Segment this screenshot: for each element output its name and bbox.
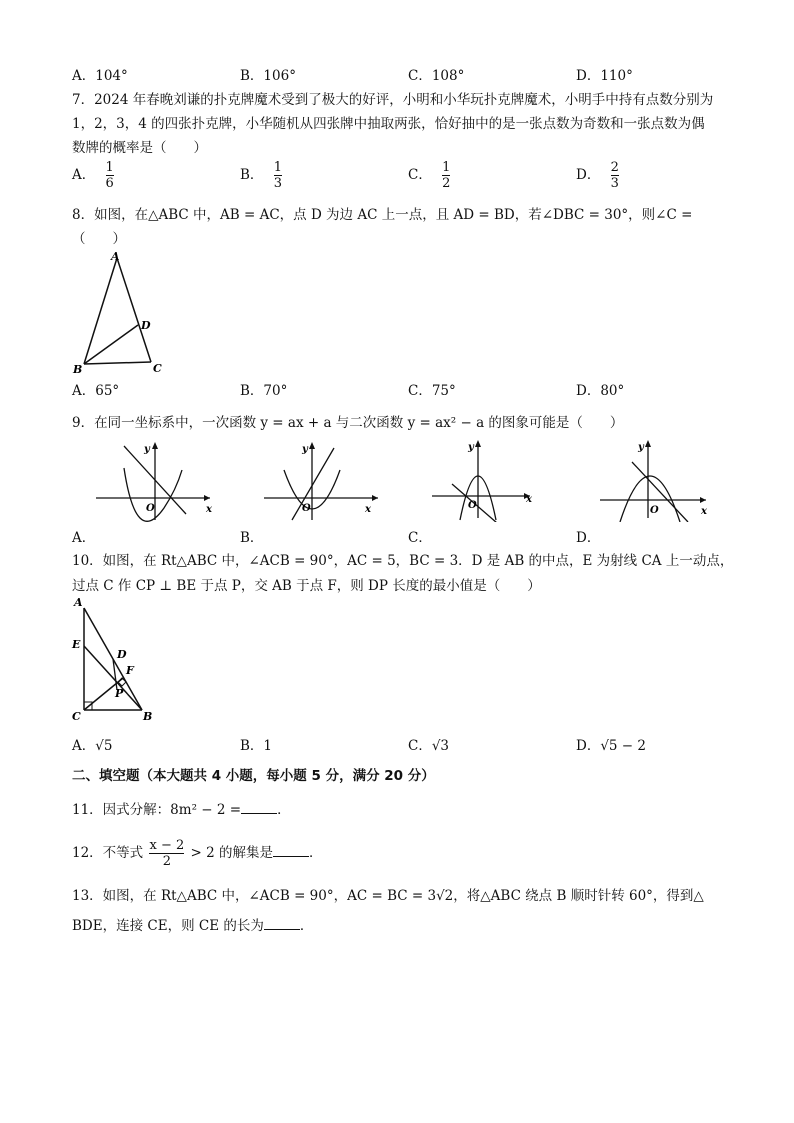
q10-option-b: B．1 [240, 738, 273, 754]
q9-graph-d [598, 438, 720, 522]
label-f: F [126, 664, 134, 677]
fraction [149, 838, 184, 869]
q7-option-c [408, 160, 450, 191]
q7-line-3: 数牌的概率是（ ） [72, 140, 207, 156]
q9-graph-c [430, 438, 552, 522]
numerator: x − 2 [149, 838, 185, 853]
q8-option-b: B．70° [240, 383, 288, 399]
fraction [274, 160, 282, 191]
q8-option-d: D．80° [576, 383, 625, 399]
q6-option-d: D．110° [576, 68, 633, 84]
label-a: A [74, 596, 83, 609]
y-axis-label: y [468, 442, 474, 453]
denominator: 2 [442, 176, 451, 191]
q11 [72, 800, 291, 820]
fraction [106, 160, 114, 191]
q12-post: > 2 的解集是 [190, 845, 274, 861]
q12-end: ． [309, 845, 323, 861]
q9-option-a: A． [72, 530, 96, 546]
numerator: 1 [442, 160, 451, 175]
option-label: D． [576, 167, 601, 183]
denominator: 2 [162, 854, 171, 869]
label-d: D [117, 648, 127, 661]
q9-graph-b [262, 440, 384, 524]
answer-blank[interactable] [273, 844, 309, 857]
q8-option-c: C．75° [408, 383, 456, 399]
q11-text: 11．因式分解：8m² − 2 = [72, 802, 242, 818]
section-2-heading: 二、填空题（本大题共 4 小题，每小题 5 分，满分 20 分） [72, 768, 435, 784]
x-axis-label: x [701, 506, 707, 517]
x-axis-label: x [206, 504, 212, 515]
numerator: 2 [610, 160, 619, 175]
label-b: B [73, 363, 83, 375]
fraction [611, 160, 619, 191]
q6-option-b: B．106° [240, 68, 296, 84]
q8-line-1: 8．如图，在△ABC 中，AB = AC，点 D 为边 AC 上一点，且 AD = BD，若∠DBC = 30°，则∠C = [72, 207, 693, 223]
q9-option-d: D． [576, 530, 601, 546]
origin-label: O [146, 503, 155, 514]
denominator: 6 [105, 176, 114, 191]
q12 [72, 838, 323, 869]
y-axis-label: y [144, 444, 150, 455]
q6-option-a: A．104° [72, 68, 128, 84]
x-axis-label: x [526, 494, 532, 505]
q13-line-2 [72, 916, 313, 936]
q7-option-b [240, 160, 282, 191]
answer-blank[interactable] [264, 917, 300, 930]
label-c: C [153, 362, 162, 375]
label-p: P [115, 687, 124, 700]
q7-option-d [576, 160, 619, 191]
q9-graph-a [94, 440, 216, 524]
q8-triangle-figure [70, 250, 170, 375]
option-label: C． [408, 167, 432, 183]
label-c: C [72, 710, 81, 723]
origin-label: O [468, 500, 477, 511]
q12-pre: 12．不等式 [72, 845, 144, 861]
q7-option-a [72, 160, 114, 191]
q7-line-1: 7．2024 年春晚刘谦的扑克牌魔术受到了极大的好评，小明和小华玩扑克牌魔术，小明手中持有点数分别为 [72, 92, 714, 108]
q13-text: BDE，连接 CE，则 CE 的长为 [72, 918, 264, 934]
y-axis-label: y [302, 444, 308, 455]
q10-triangle-figure [68, 596, 158, 726]
q9-line-1: 9．在同一坐标系中，一次函数 y = ax + a 与二次函数 y = ax² − a 的图象可能是（ ） [72, 415, 624, 431]
option-label: B． [240, 167, 264, 183]
label-d: D [141, 319, 151, 332]
q11-end: ． [277, 802, 291, 818]
q13-line-1: 13．如图，在 Rt△ABC 中，∠ACB = 90°，AC = BC = 3√2，将△ABC 绕点 B 顺时针转 60°，得到△ [72, 888, 704, 904]
q10-option-d: D．√5 − 2 [576, 738, 646, 754]
answer-blank[interactable] [241, 801, 277, 814]
q8-option-a: A．65° [72, 383, 120, 399]
option-label: A． [72, 167, 96, 183]
origin-label: O [650, 505, 659, 516]
label-b: B [143, 710, 153, 723]
numerator: 1 [273, 160, 282, 175]
q6-option-c: C．108° [408, 68, 465, 84]
fraction [442, 160, 450, 191]
q10-line-1: 10．如图，在 Rt△ABC 中，∠ACB = 90°，AC = 5，BC = 3．D 是 AB 的中点，E 为射线 CA 上一动点， [72, 553, 734, 569]
q7-line-2: 1，2，3，4 的四张扑克牌，小华随机从四张牌中抽取两张，恰好抽中的是一张点数为奇数和一张点数为偶 [72, 116, 705, 132]
label-a: A [111, 250, 120, 263]
q8-line-2: （ ） [72, 231, 126, 247]
q10-option-c: C．√3 [408, 738, 450, 754]
label-e: E [72, 638, 81, 651]
q9-option-b: B． [240, 530, 264, 546]
numerator: 1 [105, 160, 114, 175]
q10-line-2: 过点 C 作 CP ⊥ BE 于点 P，交 AB 于点 F，则 DP 长度的最小值是（ ） [72, 578, 541, 594]
denominator: 3 [610, 176, 619, 191]
q9-option-c: C． [408, 530, 432, 546]
denominator: 3 [273, 176, 282, 191]
q10-option-a: A．√5 [72, 738, 113, 754]
x-axis-label: x [365, 504, 371, 515]
q13-end: ． [299, 918, 314, 934]
y-axis-label: y [638, 442, 644, 453]
origin-label: O [302, 503, 311, 514]
